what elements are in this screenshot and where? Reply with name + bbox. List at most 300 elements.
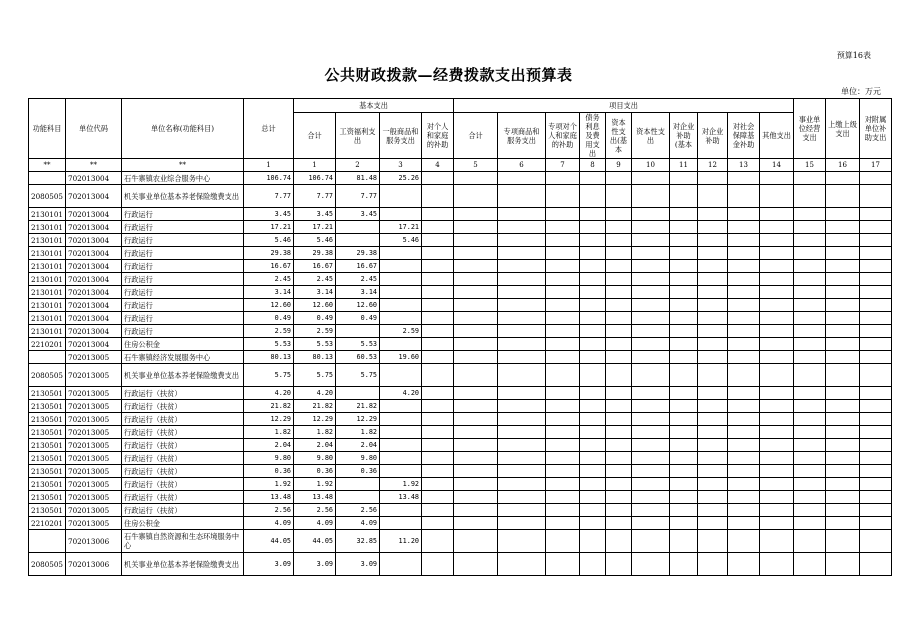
unit-code-cell: 702013004 bbox=[66, 172, 122, 185]
empty-cell bbox=[670, 465, 698, 478]
empty-cell bbox=[498, 491, 546, 504]
func-code-cell: 2130501 bbox=[29, 491, 66, 504]
goods-cell bbox=[380, 517, 422, 530]
table-row bbox=[29, 299, 892, 312]
index-cell: 3 bbox=[380, 159, 422, 172]
wage-cell: 9.80 bbox=[336, 452, 380, 465]
empty-cell bbox=[670, 351, 698, 364]
form-number: 预算16表 bbox=[836, 51, 871, 60]
personal-cell bbox=[422, 312, 454, 325]
table-row bbox=[29, 364, 892, 387]
total-cell: 1.82 bbox=[244, 426, 294, 439]
empty-cell bbox=[728, 364, 760, 387]
empty-cell bbox=[826, 312, 860, 325]
empty-cell bbox=[454, 351, 498, 364]
unit-code-cell: 702013005 bbox=[66, 491, 122, 504]
empty-cell bbox=[670, 172, 698, 185]
index-cell: 8 bbox=[580, 159, 606, 172]
func-code-cell: 2130501 bbox=[29, 400, 66, 413]
empty-cell bbox=[794, 286, 826, 299]
empty-cell bbox=[794, 465, 826, 478]
empty-cell bbox=[860, 185, 892, 208]
empty-cell bbox=[454, 299, 498, 312]
table-row bbox=[29, 400, 892, 413]
empty-cell bbox=[606, 426, 632, 439]
basic-total-cell: 29.38 bbox=[294, 247, 336, 260]
empty-cell bbox=[698, 273, 728, 286]
wage-cell: 2.04 bbox=[336, 439, 380, 452]
empty-cell bbox=[606, 260, 632, 273]
func-code-cell: 2130501 bbox=[29, 504, 66, 517]
empty-cell bbox=[670, 426, 698, 439]
empty-cell bbox=[670, 364, 698, 387]
total-cell: 5.46 bbox=[244, 234, 294, 247]
table-row bbox=[29, 221, 892, 234]
personal-cell bbox=[422, 465, 454, 478]
empty-cell bbox=[698, 338, 728, 351]
wage-cell: 0.49 bbox=[336, 312, 380, 325]
table-row bbox=[29, 185, 892, 208]
func-code-cell: 2130101 bbox=[29, 286, 66, 299]
page-title: 公共财政拨款—经费拨款支出预算表 bbox=[324, 66, 573, 84]
empty-cell bbox=[826, 364, 860, 387]
empty-cell bbox=[546, 387, 580, 400]
empty-cell bbox=[606, 387, 632, 400]
empty-cell bbox=[760, 286, 794, 299]
empty-cell bbox=[794, 351, 826, 364]
basic-total-cell: 9.80 bbox=[294, 452, 336, 465]
empty-cell bbox=[760, 553, 794, 576]
empty-cell bbox=[860, 465, 892, 478]
goods-cell bbox=[380, 553, 422, 576]
wage-cell: 21.82 bbox=[336, 400, 380, 413]
header-func: 功能科目 bbox=[29, 99, 66, 159]
wage-cell bbox=[336, 325, 380, 338]
total-cell: 12.60 bbox=[244, 299, 294, 312]
empty-cell bbox=[606, 491, 632, 504]
table-row bbox=[29, 273, 892, 286]
empty-cell bbox=[760, 465, 794, 478]
unit-name-cell: 行政运行（扶贫） bbox=[122, 400, 244, 413]
empty-cell bbox=[698, 325, 728, 338]
header-personal: 对个人和家庭的补助 bbox=[422, 113, 454, 159]
empty-cell bbox=[760, 208, 794, 221]
empty-cell bbox=[826, 234, 860, 247]
unit-code-cell: 702013004 bbox=[66, 260, 122, 273]
wage-cell: 12.60 bbox=[336, 299, 380, 312]
unit-code-cell: 702013004 bbox=[66, 312, 122, 325]
empty-cell bbox=[698, 221, 728, 234]
empty-cell bbox=[632, 553, 670, 576]
budget-table bbox=[28, 98, 892, 576]
empty-cell bbox=[728, 491, 760, 504]
table-row bbox=[29, 338, 892, 351]
empty-cell bbox=[860, 400, 892, 413]
empty-cell bbox=[794, 530, 826, 553]
table-row bbox=[29, 312, 892, 325]
empty-cell bbox=[546, 439, 580, 452]
func-code-cell bbox=[29, 172, 66, 185]
empty-cell bbox=[728, 273, 760, 286]
personal-cell bbox=[422, 387, 454, 400]
empty-cell bbox=[826, 426, 860, 439]
empty-cell bbox=[794, 364, 826, 387]
empty-cell bbox=[580, 286, 606, 299]
table-row bbox=[29, 351, 892, 364]
header-social-fund: 对社会保障基金补助 bbox=[728, 113, 760, 159]
empty-cell bbox=[454, 312, 498, 325]
empty-cell bbox=[698, 260, 728, 273]
unit-code-cell: 702013004 bbox=[66, 185, 122, 208]
total-cell: 9.80 bbox=[244, 452, 294, 465]
empty-cell bbox=[606, 517, 632, 530]
unit-code-cell: 702013004 bbox=[66, 338, 122, 351]
header-subsidiary: 对附属单位补助支出 bbox=[860, 99, 892, 159]
empty-cell bbox=[580, 338, 606, 351]
table-row bbox=[29, 426, 892, 439]
empty-cell bbox=[794, 439, 826, 452]
empty-cell bbox=[698, 387, 728, 400]
goods-cell: 17.21 bbox=[380, 221, 422, 234]
index-cell: 1 bbox=[244, 159, 294, 172]
basic-total-cell: 13.48 bbox=[294, 491, 336, 504]
empty-cell bbox=[632, 208, 670, 221]
empty-cell bbox=[606, 185, 632, 208]
header-project-total: 合计 bbox=[454, 113, 498, 159]
empty-cell bbox=[794, 517, 826, 530]
header-enterprise-basic: 对企业补助(基本 bbox=[670, 113, 698, 159]
empty-cell bbox=[632, 172, 670, 185]
unit-code-cell: 702013005 bbox=[66, 364, 122, 387]
empty-cell bbox=[498, 452, 546, 465]
table-row bbox=[29, 478, 892, 491]
empty-cell bbox=[498, 465, 546, 478]
empty-cell bbox=[606, 504, 632, 517]
total-cell: 2.04 bbox=[244, 439, 294, 452]
unit-name-cell: 行政运行 bbox=[122, 247, 244, 260]
empty-cell bbox=[698, 172, 728, 185]
empty-cell bbox=[698, 234, 728, 247]
empty-cell bbox=[546, 465, 580, 478]
basic-total-cell: 80.13 bbox=[294, 351, 336, 364]
empty-cell bbox=[670, 517, 698, 530]
empty-cell bbox=[632, 185, 670, 208]
func-code-cell: 2130101 bbox=[29, 234, 66, 247]
func-code-cell: 2080505 bbox=[29, 553, 66, 576]
empty-cell bbox=[670, 234, 698, 247]
empty-cell bbox=[794, 504, 826, 517]
empty-cell bbox=[794, 273, 826, 286]
empty-cell bbox=[728, 286, 760, 299]
empty-cell bbox=[606, 530, 632, 553]
empty-cell bbox=[760, 247, 794, 260]
empty-cell bbox=[760, 325, 794, 338]
empty-cell bbox=[728, 247, 760, 260]
goods-cell bbox=[380, 208, 422, 221]
basic-total-cell: 44.05 bbox=[294, 530, 336, 553]
unit-name-cell: 住房公积金 bbox=[122, 517, 244, 530]
empty-cell bbox=[606, 273, 632, 286]
empty-cell bbox=[860, 478, 892, 491]
table-row bbox=[29, 452, 892, 465]
empty-cell bbox=[580, 273, 606, 286]
empty-cell bbox=[698, 517, 728, 530]
empty-cell bbox=[580, 208, 606, 221]
empty-cell bbox=[546, 426, 580, 439]
total-cell: 4.09 bbox=[244, 517, 294, 530]
empty-cell bbox=[826, 338, 860, 351]
empty-cell bbox=[606, 553, 632, 576]
empty-cell bbox=[498, 530, 546, 553]
basic-total-cell: 0.36 bbox=[294, 465, 336, 478]
empty-cell bbox=[670, 400, 698, 413]
empty-cell bbox=[728, 325, 760, 338]
index-cell: 13 bbox=[728, 159, 760, 172]
empty-cell bbox=[860, 504, 892, 517]
total-cell: 2.59 bbox=[244, 325, 294, 338]
empty-cell bbox=[794, 338, 826, 351]
empty-cell bbox=[546, 299, 580, 312]
func-code-cell: 2130101 bbox=[29, 325, 66, 338]
empty-cell bbox=[698, 286, 728, 299]
empty-cell bbox=[606, 478, 632, 491]
personal-cell bbox=[422, 517, 454, 530]
empty-cell bbox=[498, 185, 546, 208]
index-cell: 2 bbox=[336, 159, 380, 172]
empty-cell bbox=[728, 530, 760, 553]
wage-cell: 3.14 bbox=[336, 286, 380, 299]
empty-cell bbox=[760, 273, 794, 286]
empty-cell bbox=[760, 351, 794, 364]
empty-cell bbox=[632, 234, 670, 247]
empty-cell bbox=[760, 530, 794, 553]
empty-cell bbox=[632, 364, 670, 387]
basic-total-cell: 5.46 bbox=[294, 234, 336, 247]
empty-cell bbox=[794, 325, 826, 338]
func-code-cell: 2130501 bbox=[29, 452, 66, 465]
unit-code-cell: 702013005 bbox=[66, 413, 122, 426]
empty-cell bbox=[580, 439, 606, 452]
empty-cell bbox=[606, 172, 632, 185]
goods-cell bbox=[380, 338, 422, 351]
personal-cell bbox=[422, 221, 454, 234]
table-row bbox=[29, 553, 892, 576]
basic-total-cell: 5.75 bbox=[294, 364, 336, 387]
goods-cell: 19.60 bbox=[380, 351, 422, 364]
empty-cell bbox=[698, 312, 728, 325]
header-goods: 一般商品和服务支出 bbox=[380, 113, 422, 159]
header-capital: 资本性支出 bbox=[632, 113, 670, 159]
personal-cell bbox=[422, 553, 454, 576]
empty-cell bbox=[728, 338, 760, 351]
empty-cell bbox=[860, 439, 892, 452]
func-code-cell bbox=[29, 351, 66, 364]
empty-cell bbox=[860, 273, 892, 286]
empty-cell bbox=[546, 273, 580, 286]
empty-cell bbox=[794, 172, 826, 185]
empty-cell bbox=[728, 413, 760, 426]
unit-name-cell: 机关事业单位基本养老保险缴费支出 bbox=[122, 185, 244, 208]
header-name: 单位名称(功能科目) bbox=[122, 99, 244, 159]
empty-cell bbox=[632, 530, 670, 553]
func-code-cell bbox=[29, 530, 66, 553]
empty-cell bbox=[632, 247, 670, 260]
unit-code-cell: 702013005 bbox=[66, 351, 122, 364]
empty-cell bbox=[498, 338, 546, 351]
total-cell: 4.20 bbox=[244, 387, 294, 400]
empty-cell bbox=[632, 439, 670, 452]
empty-cell bbox=[632, 273, 670, 286]
wage-cell bbox=[336, 491, 380, 504]
personal-cell bbox=[422, 478, 454, 491]
personal-cell bbox=[422, 439, 454, 452]
empty-cell bbox=[454, 247, 498, 260]
empty-cell bbox=[546, 364, 580, 387]
wage-cell: 3.09 bbox=[336, 553, 380, 576]
empty-cell bbox=[498, 286, 546, 299]
personal-cell bbox=[422, 325, 454, 338]
empty-cell bbox=[606, 452, 632, 465]
empty-cell bbox=[454, 478, 498, 491]
empty-cell bbox=[580, 478, 606, 491]
total-cell: 3.14 bbox=[244, 286, 294, 299]
empty-cell bbox=[760, 299, 794, 312]
unit-name-cell: 行政运行（扶贫） bbox=[122, 426, 244, 439]
empty-cell bbox=[546, 312, 580, 325]
empty-cell bbox=[546, 172, 580, 185]
index-cell: 10 bbox=[632, 159, 670, 172]
unit-code-cell: 702013005 bbox=[66, 452, 122, 465]
empty-cell bbox=[760, 478, 794, 491]
empty-cell bbox=[606, 325, 632, 338]
table-row bbox=[29, 465, 892, 478]
func-code-cell: 2130501 bbox=[29, 413, 66, 426]
empty-cell bbox=[860, 299, 892, 312]
empty-cell bbox=[454, 491, 498, 504]
empty-cell bbox=[760, 364, 794, 387]
empty-cell bbox=[580, 452, 606, 465]
empty-cell bbox=[606, 221, 632, 234]
total-cell: 5.75 bbox=[244, 364, 294, 387]
empty-cell bbox=[546, 553, 580, 576]
total-cell: 17.21 bbox=[244, 221, 294, 234]
empty-cell bbox=[794, 491, 826, 504]
empty-cell bbox=[498, 504, 546, 517]
empty-cell bbox=[498, 312, 546, 325]
empty-cell bbox=[546, 338, 580, 351]
index-cell: 15 bbox=[794, 159, 826, 172]
empty-cell bbox=[580, 517, 606, 530]
header-total: 总计 bbox=[244, 99, 294, 159]
empty-cell bbox=[698, 491, 728, 504]
empty-cell bbox=[698, 400, 728, 413]
basic-total-cell: 7.77 bbox=[294, 185, 336, 208]
empty-cell bbox=[670, 185, 698, 208]
goods-cell: 4.20 bbox=[380, 387, 422, 400]
empty-cell bbox=[698, 185, 728, 208]
basic-total-cell: 12.29 bbox=[294, 413, 336, 426]
empty-cell bbox=[580, 247, 606, 260]
empty-cell bbox=[860, 530, 892, 553]
func-code-cell: 2130501 bbox=[29, 478, 66, 491]
empty-cell bbox=[860, 338, 892, 351]
empty-cell bbox=[728, 260, 760, 273]
empty-cell bbox=[794, 452, 826, 465]
empty-cell bbox=[860, 172, 892, 185]
empty-cell bbox=[760, 491, 794, 504]
empty-cell bbox=[454, 325, 498, 338]
empty-cell bbox=[632, 387, 670, 400]
unit-code-cell: 702013005 bbox=[66, 517, 122, 530]
personal-cell bbox=[422, 299, 454, 312]
empty-cell bbox=[580, 185, 606, 208]
empty-cell bbox=[670, 439, 698, 452]
empty-cell bbox=[632, 299, 670, 312]
table-row bbox=[29, 172, 892, 185]
wage-cell bbox=[336, 234, 380, 247]
empty-cell bbox=[728, 351, 760, 364]
empty-cell bbox=[498, 299, 546, 312]
empty-cell bbox=[860, 286, 892, 299]
table-row bbox=[29, 517, 892, 530]
empty-cell bbox=[546, 351, 580, 364]
empty-cell bbox=[498, 221, 546, 234]
header-wage: 工资福利支出 bbox=[336, 113, 380, 159]
empty-cell bbox=[760, 426, 794, 439]
empty-cell bbox=[698, 530, 728, 553]
empty-cell bbox=[826, 504, 860, 517]
empty-cell bbox=[826, 452, 860, 465]
empty-cell bbox=[454, 504, 498, 517]
empty-cell bbox=[580, 491, 606, 504]
empty-cell bbox=[728, 208, 760, 221]
goods-cell: 2.59 bbox=[380, 325, 422, 338]
empty-cell bbox=[580, 426, 606, 439]
empty-cell bbox=[546, 504, 580, 517]
empty-cell bbox=[498, 413, 546, 426]
func-code-cell: 2130101 bbox=[29, 273, 66, 286]
index-row bbox=[29, 159, 892, 172]
empty-cell bbox=[826, 400, 860, 413]
empty-cell bbox=[760, 260, 794, 273]
empty-cell bbox=[698, 426, 728, 439]
wage-cell: 0.36 bbox=[336, 465, 380, 478]
unit-name-cell: 行政运行（扶贫） bbox=[122, 387, 244, 400]
empty-cell bbox=[546, 400, 580, 413]
empty-cell bbox=[760, 400, 794, 413]
empty-cell bbox=[760, 439, 794, 452]
index-cell: ** bbox=[29, 159, 66, 172]
personal-cell bbox=[422, 286, 454, 299]
empty-cell bbox=[580, 312, 606, 325]
empty-cell bbox=[498, 247, 546, 260]
total-cell: 2.56 bbox=[244, 504, 294, 517]
empty-cell bbox=[698, 351, 728, 364]
basic-total-cell: 5.53 bbox=[294, 338, 336, 351]
func-code-cell: 2210201 bbox=[29, 338, 66, 351]
header-basic-total: 合计 bbox=[294, 113, 336, 159]
empty-cell bbox=[698, 553, 728, 576]
empty-cell bbox=[826, 325, 860, 338]
wage-cell: 5.75 bbox=[336, 364, 380, 387]
unit-code-cell: 702013005 bbox=[66, 504, 122, 517]
empty-cell bbox=[860, 208, 892, 221]
empty-cell bbox=[498, 439, 546, 452]
unit-name-cell: 行政运行 bbox=[122, 260, 244, 273]
empty-cell bbox=[860, 260, 892, 273]
empty-cell bbox=[454, 338, 498, 351]
empty-cell bbox=[794, 553, 826, 576]
